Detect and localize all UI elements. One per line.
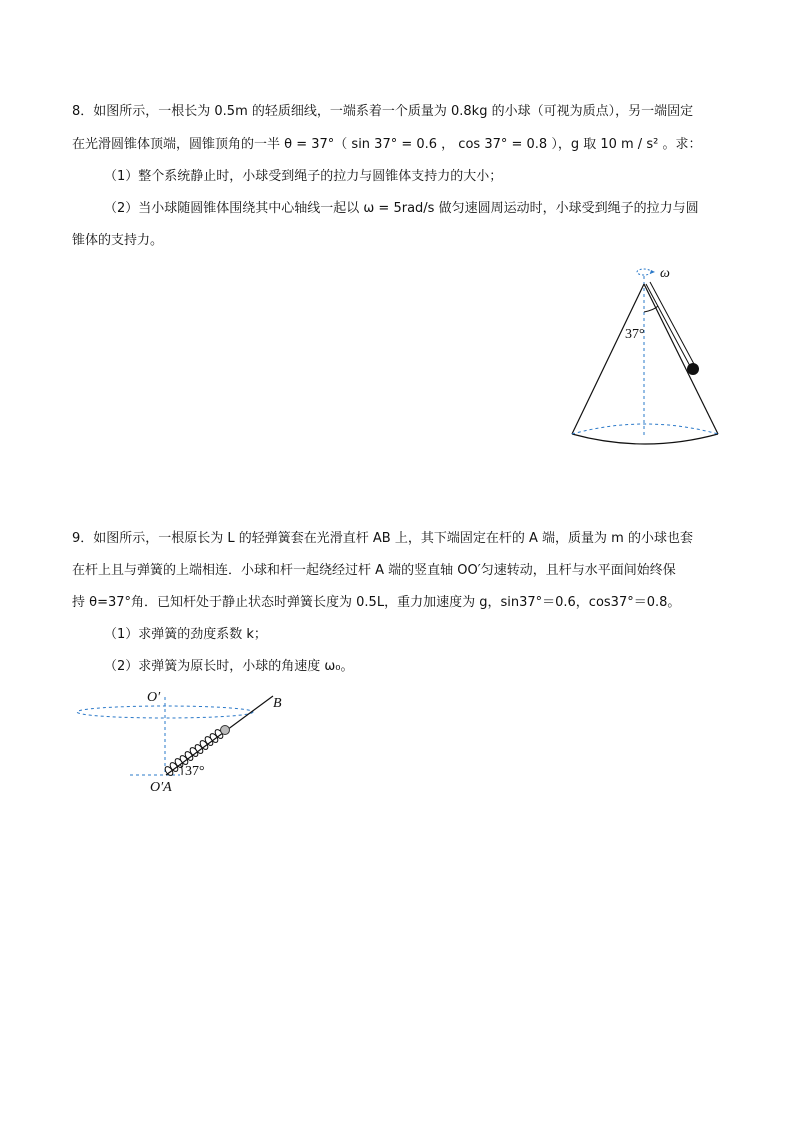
q8-cone-figure: [560, 262, 730, 452]
cone-left-edge: [572, 284, 644, 434]
q9-line-2: 在杆上且与弹簧的上端相连．小球和杆一起绕经过杆 A 端的竖直轴 OO′匀速转动，且杆与水平面间始终保: [72, 563, 676, 578]
q8-line-2: 在光滑圆锥体顶端，圆锥顶角的一半 θ = 37°（ sin 37° = 0.6 ， cos 37° = 0.8 ），g 取 10 m / s² 。求：: [72, 137, 702, 152]
q8-angle-label: 37°: [625, 327, 645, 342]
label-b: B: [273, 696, 282, 711]
ball: [687, 363, 699, 375]
cone-right-edge: [644, 284, 718, 434]
ball: [221, 726, 230, 735]
q8-part-1: （1）整个系统静止时，小球受到绳子的拉力与圆锥体支持力的大小；: [104, 169, 503, 184]
q8-part-2-line-2: 锥体的支持力。: [72, 233, 164, 248]
rotation-arrow-icon: [637, 269, 651, 275]
label-o-a: O′A: [150, 780, 172, 795]
q9-line-3: 持 θ=37°角．已知杆处于静止状态时弹簧长度为 0.5L，重力加速度为 g，sin37°＝0.6，cos37°＝0.8。: [72, 595, 681, 610]
q9-part-1: （1）求弹簧的劲度系数 k；: [104, 627, 267, 642]
label-o-prime: O′: [147, 690, 161, 705]
q9-part-2: （2）求弹簧为原长时，小球的角速度 ω₀。: [104, 659, 354, 674]
q8-part-2-line-1: （2）当小球随圆锥体围绕其中心轴线一起以 ω = 5rad/s 做匀速圆周运动时，小球受到绳子的拉力与圆: [104, 201, 699, 216]
q9-line-1: 9．如图所示，一根原长为 L 的轻弹簧套在光滑直杆 AB 上，其下端固定在杆的 A 端，质量为 m 的小球也套: [72, 531, 693, 546]
q8-line-1: 8．如图所示，一根长为 0.5m 的轻质细线，一端系着一个质量为 0.8kg 的小球（可视为质点），另一端固定: [72, 104, 694, 119]
q9-angle-label: 37°: [185, 764, 205, 779]
q9-rod-figure: [70, 685, 310, 800]
omega-label: ω: [660, 266, 670, 281]
